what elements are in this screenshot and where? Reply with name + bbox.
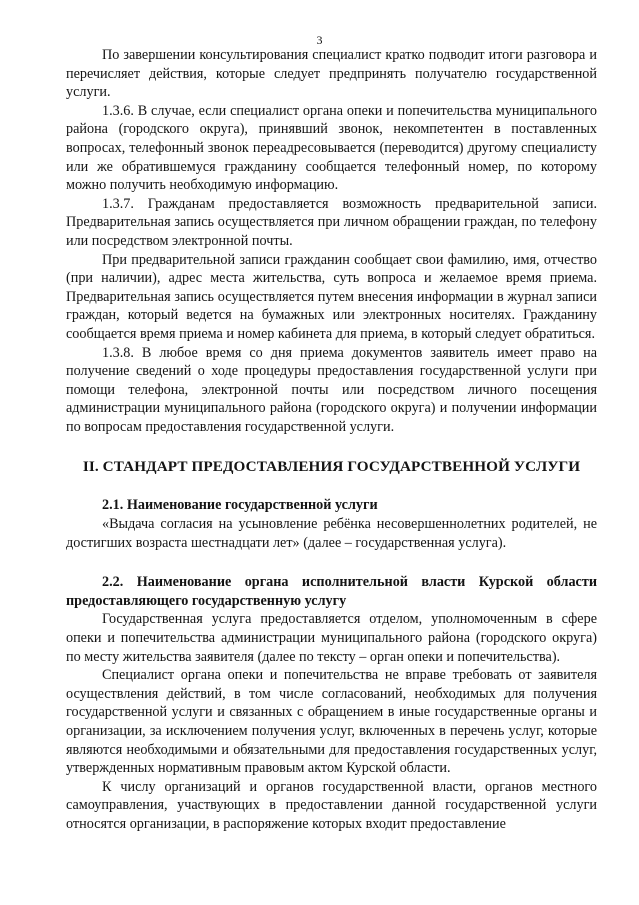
paragraph-1-3-8: 1.3.8. В любое время со дня приема документов заявитель имеет право на получение сведений о ходе процедуры предоставления государственной услуги при помощи телефона, электронной почты или посредством личного посещения администрации муниципального района (городского округа) и получении информации по вопросам предоставления государственной услуги. xyxy=(66,344,597,435)
paragraph-preliminary-registration: При предварительной записи гражданин сообщает свои фамилию, имя, отчество (при наличии), адрес места жительства, суть вопроса и желаемое время приема. Предварительная запись осуществляется путем внесения информации в журнал записи граждан, который ведется на бумажных или электронных носителях. Гражданину сообщается время приема и номер кабинета для приема, в который следует обратиться. xyxy=(66,251,597,342)
paragraph-1-3-7: 1.3.7. Гражданам предоставляется возможность предварительной записи. Предварительная запись осуществляется при личном обращении граждан, по телефону или посредством электронной почты. xyxy=(66,195,597,249)
subsection-2-1-title: 2.1. Наименование государственной услуги xyxy=(102,497,378,514)
section-title: II. СТАНДАРТ ПРЕДОСТАВЛЕНИЯ ГОСУДАРСТВЕННОЙ УСЛУГИ xyxy=(82,458,581,476)
document-body xyxy=(66,46,597,834)
subsection-2-2-title: 2.2. Наименование органа исполнительной власти Курской области предоставляющего государственную услугу xyxy=(66,574,597,609)
paragraph-consultation-summary: По завершении консультирования специалист кратко подводит итоги разговора и перечисляет действия, которые следует предпринять получателю государственной услуги. xyxy=(66,47,597,101)
paragraph-1-3-6: 1.3.6. В случае, если специалист органа опеки и попечительства муниципального района (городского округа), принявший звонок, некомпетентен в поставленных вопросах, телефонный звонок переадресовывается (переводится) другому специалисту или же обратившемуся гражданину сообщается телефонный номер, по которому можно получить необходимую информацию. xyxy=(66,102,597,194)
paragraph-service-provider: Государственная услуга предоставляется отделом, уполномоченным в сфере опеки и попечительства администрации муниципального района (городского округа) по месту жительства заявителя (далее по тексту – орган опеки и попечительства). xyxy=(66,611,597,665)
paragraph-specialist-restrictions: Специалист органа опеки и попечительства не вправе требовать от заявителя осуществления действий, в том числе согласований, необходимых для получения государственной услуги и связанных с обращением в иные государственные органы и организации, за исключением получения услуг, включенных в перечень услуг, которые являются необходимыми и обязательными для предоставления государственных услуг, утвержденных нормативным правовым актом Курской области. xyxy=(66,667,597,777)
paragraph-participating-organizations: К числу организаций и органов государственной власти, органов местного самоуправления, участвующих в предоставлении данной государственной услуги относятся организации, в распоряжение которых входит предоставление xyxy=(66,778,597,832)
subsection-2-1-text: «Выдача согласия на усыновление ребёнка несовершеннолетних родителей, не достигших возраста шестнадцати лет» (далее – государственная услуга). xyxy=(66,516,597,551)
page-number: 3 xyxy=(316,33,323,47)
